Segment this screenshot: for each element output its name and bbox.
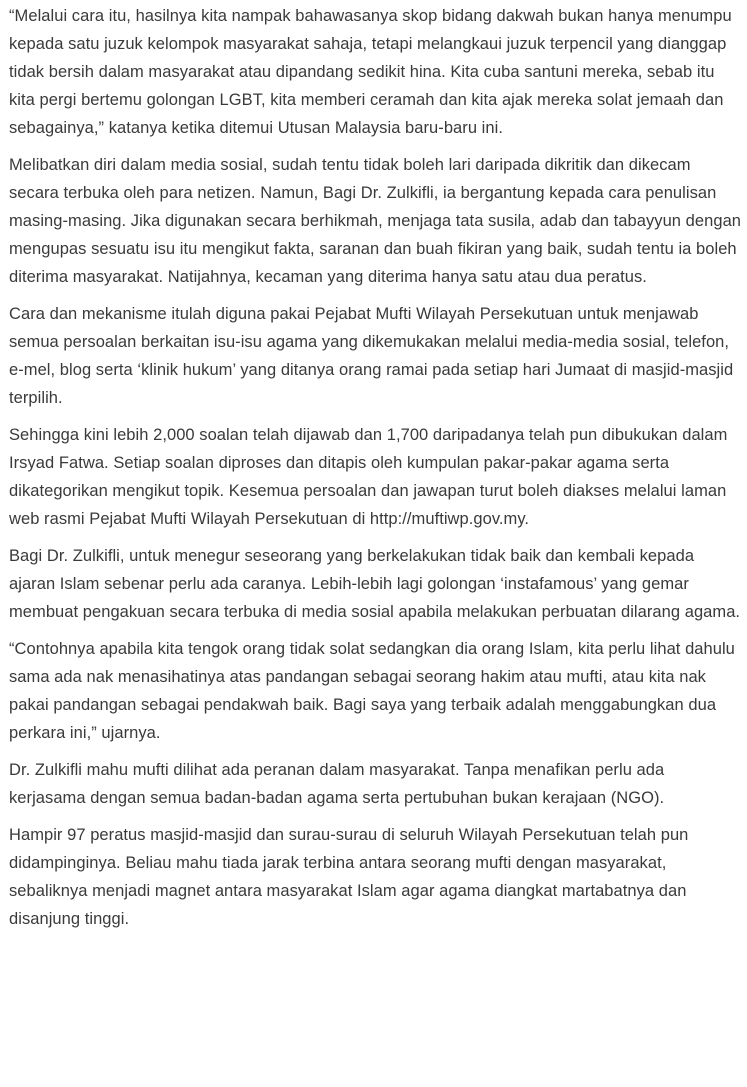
paragraph-mufti-office-mechanism: Cara dan mekanisme itulah diguna pakai Pejabat Mufti Wilayah Persekutuan untuk menjawab semua persoalan berkaitan isu-isu agama yang dikemukakan melalui media-media sosial, telefon, e-mel, blog serta ‘klinik hukum’ yang ditanya orang ramai pada setiap hari Jumaat di masjid-masjid terpilih. [9,305,734,407]
paragraph-mosques-visited: Hampir 97 peratus masjid-masjid dan surau-surau di seluruh Wilayah Persekutuan telah pun didampinginya. Beliau mahu tiada jarak terbina antara seorang mufti dengan masyarakat, sebaliknya menjadi magnet antara masyarakat Islam agar agama diangkat martabatnya dan disanjung tinggi. [9,826,689,928]
paragraph-social-media-criticism: Melibatkan diri dalam media sosial, sudah tentu tidak boleh lari daripada dikritik dan dikecam secara terbuka oleh para netizen. Namun, Bagi Dr. Zulkifli, ia bergantung kepada cara penulisan masing-masing. Jika digunakan secara berhikmah, menjaga tata susila, adab dan tabayyun dengan mengupas sesuatu isu itu mengikut fakta, saranan dan buah fikiran yang baik, sudah tentu ia boleh diterima masyarakat. Natijahnya, kecaman yang diterima hanya satu atau dua peratus. [9,156,742,286]
paragraph-mufti-role: Dr. Zulkifli mahu mufti dilihat ada peranan dalam masyarakat. Tanpa menafikan perlu ada kerjasama dengan semua badan-badan agama serta pertubuhan bukan kerajaan (NGO). [9,761,665,807]
article-body [9,2,743,942]
paragraph-questions-answered: Sehingga kini lebih 2,000 soalan telah dijawab dan 1,700 daripadanya telah pun dibukukan dalam Irsyad Fatwa. Setiap soalan diproses dan ditapis oleh kumpulan pakar-pakar agama serta dikategorikan mengikut topik. Kesemua persoalan dan jawapan turut boleh diakses melalui laman web rasmi Pejabat Mufti Wilayah Persekutuan di http://muftiwp.gov.my. [9,426,728,528]
paragraph-quote-lgbt-outreach: “Melalui cara itu, hasilnya kita nampak bahawasanya skop bidang dakwah bukan hanya menumpu kepada satu juzuk kelompok masyarakat sahaja, tetapi melangkaui juzuk terpencil yang dianggap tidak bersih dalam masyarakat atau dipandang sedikit hina. Kita cuba santuni mereka, sebab itu kita pergi bertemu golongan LGBT, kita memberi ceramah dan kita ajak mereka solat jemaah dan sebagainya,” katanya ketika ditemui Utusan Malaysia baru-baru ini. [9,7,732,137]
paragraph-instafamous: Bagi Dr. Zulkifli, untuk menegur seseorang yang berkelakukan tidak baik dan kembali kepada ajaran Islam sebenar perlu ada caranya. Lebih-lebih lagi golongan ‘instafamous’ yang gemar membuat pengakuan secara terbuka di media sosial apabila melakukan perbuatan dilarang agama. [9,547,741,621]
paragraph-quote-example: “Contohnya apabila kita tengok orang tidak solat sedangkan dia orang Islam, kita perlu lihat dahulu sama ada nak menasihatinya atas pandangan sebagai seorang hakim atau mufti, atau kita nak pakai pandangan sebagai pendakwah baik. Bagi saya yang terbaik adalah menggabungkan dua perkara ini,” ujarnya. [9,640,735,742]
